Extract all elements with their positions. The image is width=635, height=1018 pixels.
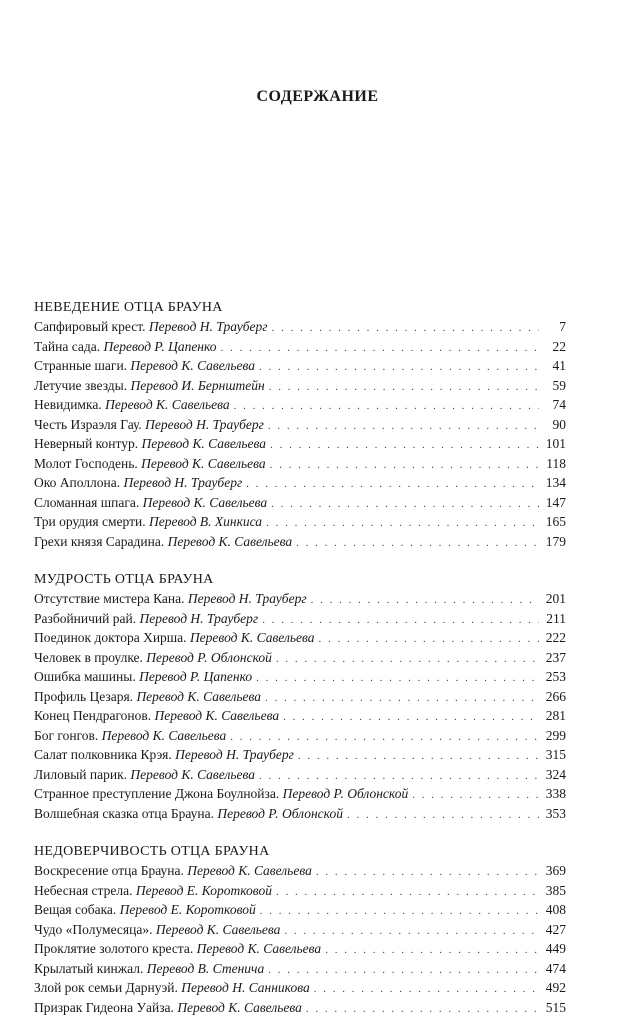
page-number: 237	[542, 649, 566, 668]
toc-sections	[34, 298, 566, 1018]
story-title-group	[34, 960, 264, 979]
page-number: 7	[542, 318, 566, 337]
translator-credit: Перевод Н. Трауберг	[139, 611, 258, 626]
translator-credit: Перевод К. Савельева	[130, 767, 255, 782]
translator-credit: Перевод Р. Облонской	[146, 650, 272, 665]
story-title: Призрак Гидеона Уайза.	[34, 1000, 174, 1015]
page-number: 74	[542, 396, 566, 415]
dot-leader	[276, 650, 539, 669]
page-number: 266	[542, 688, 566, 707]
translator-credit: Перевод К. Савельева	[105, 397, 230, 412]
translator-credit: Перевод К. Савельева	[177, 1000, 302, 1015]
translator-credit: Перевод Р. Цапенко	[103, 339, 216, 354]
story-title-group	[34, 435, 266, 454]
story-title-group	[34, 455, 266, 474]
section-title: НЕДОВЕРЧИВОСТЬ ОТЦА БРАУНА	[34, 842, 566, 861]
translator-credit: Перевод К. Савельева	[187, 863, 312, 878]
story-title-group	[34, 999, 302, 1018]
translator-credit: Перевод Е. Коротковой	[136, 883, 272, 898]
toc-entry	[34, 901, 566, 921]
dot-leader	[276, 883, 539, 902]
page-number: 134	[542, 474, 566, 493]
story-title-group	[34, 629, 315, 648]
translator-credit: Перевод К. Савельева	[190, 630, 315, 645]
page-number: 385	[542, 882, 566, 901]
story-title-group	[34, 318, 268, 337]
story-title: Честь Израэля Гау.	[34, 417, 142, 432]
dot-leader	[246, 475, 539, 494]
toc-section	[34, 570, 566, 824]
story-title: Разбойничий рай.	[34, 611, 136, 626]
toc-entry	[34, 649, 566, 669]
story-title: Грехи князя Сарадина.	[34, 534, 164, 549]
story-title-group	[34, 494, 267, 513]
page-number: 211	[542, 610, 566, 629]
translator-credit: Перевод Н. Трауберг	[175, 747, 294, 762]
page-number: 408	[542, 901, 566, 920]
page-number: 299	[542, 727, 566, 746]
toc-entry	[34, 338, 566, 358]
dot-leader	[259, 358, 539, 377]
toc-entry	[34, 940, 566, 960]
toc-section	[34, 298, 566, 552]
dot-leader	[268, 417, 539, 436]
toc-entry	[34, 474, 566, 494]
story-title: Ошибка машины.	[34, 669, 136, 684]
story-title-group	[34, 862, 312, 881]
story-title-group	[34, 396, 230, 415]
page-number: 369	[542, 862, 566, 881]
story-title-group	[34, 688, 261, 707]
story-title: Отсутствие мистера Кана.	[34, 591, 184, 606]
toc-entry	[34, 396, 566, 416]
translator-credit: Перевод К. Савельева	[156, 922, 281, 937]
story-title: Око Аполлона.	[34, 475, 120, 490]
story-title: Бог гонгов.	[34, 728, 98, 743]
story-title-group	[34, 668, 252, 687]
story-title-group	[34, 746, 294, 765]
toc-entry	[34, 357, 566, 377]
translator-credit: Перевод Н. Трауберг	[145, 417, 264, 432]
page-number: 315	[542, 746, 566, 765]
toc-entry	[34, 590, 566, 610]
toc-entry	[34, 494, 566, 514]
dot-leader	[272, 319, 539, 338]
page-number: 281	[542, 707, 566, 726]
translator-credit: Перевод К. Савельева	[130, 358, 255, 373]
story-title-group	[34, 901, 256, 920]
dot-leader	[311, 591, 539, 610]
dot-leader	[412, 786, 539, 805]
dot-leader	[234, 397, 539, 416]
translator-credit: Перевод В. Стенича	[147, 961, 265, 976]
page-number: 338	[542, 785, 566, 804]
story-title: Крылатый кинжал.	[34, 961, 143, 976]
translator-credit: Перевод Е. Коротковой	[120, 902, 256, 917]
dot-leader	[270, 456, 539, 475]
story-title: Человек в проулке.	[34, 650, 143, 665]
story-title-group	[34, 766, 255, 785]
page-number: 427	[542, 921, 566, 940]
story-title: Лиловый парик.	[34, 767, 127, 782]
toc-entry	[34, 513, 566, 533]
dot-leader	[347, 806, 539, 825]
story-title-group	[34, 533, 292, 552]
toc-entry	[34, 882, 566, 902]
toc-entry	[34, 318, 566, 338]
page-number: 179	[542, 533, 566, 552]
story-title-group	[34, 707, 279, 726]
story-title-group	[34, 610, 258, 629]
story-title-group	[34, 921, 280, 940]
translator-credit: Перевод К. Савельева	[168, 534, 293, 549]
section-title: НЕВЕДЕНИЕ ОТЦА БРАУНА	[34, 298, 566, 317]
story-title: Молот Господень.	[34, 456, 138, 471]
toc-entry	[34, 610, 566, 630]
page-number: 90	[542, 416, 566, 435]
toc-entry	[34, 766, 566, 786]
dot-leader	[269, 378, 539, 397]
story-title: Странное преступление Джона Боулнойза.	[34, 786, 279, 801]
dot-leader	[266, 514, 539, 533]
translator-credit: Перевод Н. Трауберг	[188, 591, 307, 606]
story-title: Три орудия смерти.	[34, 514, 146, 529]
toc-entry	[34, 455, 566, 475]
story-title-group	[34, 940, 321, 959]
page-number: 165	[542, 513, 566, 532]
dot-leader	[296, 534, 539, 553]
toc-entry	[34, 629, 566, 649]
page-number: 147	[542, 494, 566, 513]
translator-credit: Перевод И. Бернштейн	[130, 378, 264, 393]
story-title: Тайна сада.	[34, 339, 100, 354]
story-title: Воскресение отца Брауна.	[34, 863, 184, 878]
translator-credit: Перевод К. Савельева	[102, 728, 227, 743]
page-number: 474	[542, 960, 566, 979]
story-title: Сапфировый крест.	[34, 319, 145, 334]
page-number: 41	[542, 357, 566, 376]
story-title-group	[34, 590, 307, 609]
toc-entry	[34, 668, 566, 688]
story-title-group	[34, 474, 242, 493]
page-number: 324	[542, 766, 566, 785]
story-title: Волшебная сказка отца Брауна.	[34, 806, 214, 821]
dot-leader	[259, 767, 539, 786]
story-title: Профиль Цезаря.	[34, 689, 133, 704]
toc-entry	[34, 785, 566, 805]
story-title: Поединок доктора Хирша.	[34, 630, 187, 645]
translator-credit: Перевод В. Хинкиса	[149, 514, 262, 529]
dot-leader	[283, 708, 539, 727]
page-number: 253	[542, 668, 566, 687]
story-title: Злой рок семьи Дарнуэй.	[34, 980, 178, 995]
dot-leader	[271, 495, 539, 514]
story-title-group	[34, 338, 217, 357]
story-title-group	[34, 377, 265, 396]
toc-entry	[34, 435, 566, 455]
page-number: 118	[542, 455, 566, 474]
story-title: Летучие звезды.	[34, 378, 127, 393]
dot-leader	[268, 961, 539, 980]
dot-leader	[319, 630, 540, 649]
story-title: Вещая собака.	[34, 902, 116, 917]
page-number: 101	[542, 435, 566, 454]
story-title: Странные шаги.	[34, 358, 127, 373]
story-title: Салат полковника Крэя.	[34, 747, 172, 762]
dot-leader	[306, 1000, 539, 1018]
translator-credit: Перевод Р. Облонской	[283, 786, 409, 801]
translator-credit: Перевод К. Савельева	[142, 436, 267, 451]
dot-leader	[221, 339, 539, 358]
toc-entry	[34, 960, 566, 980]
page-number: 22	[542, 338, 566, 357]
translator-credit: Перевод К. Савельева	[155, 708, 280, 723]
dot-leader	[284, 922, 539, 941]
dot-leader	[230, 728, 539, 747]
translator-credit: Перевод Р. Цапенко	[139, 669, 252, 684]
dot-leader	[260, 902, 539, 921]
toc-entry	[34, 707, 566, 727]
dot-leader	[314, 980, 539, 999]
story-title-group	[34, 649, 272, 668]
story-title: Конец Пендрагонов.	[34, 708, 151, 723]
translator-credit: Перевод К. Савельева	[141, 456, 266, 471]
story-title-group	[34, 416, 264, 435]
dot-leader	[270, 436, 539, 455]
page-title: СОДЕРЖАНИЕ	[0, 88, 635, 106]
toc-entry	[34, 862, 566, 882]
translator-credit: Перевод Н. Трауберг	[149, 319, 268, 334]
toc-entry	[34, 979, 566, 999]
story-title: Проклятие золотого креста.	[34, 941, 193, 956]
toc-entry	[34, 688, 566, 708]
toc-entry	[34, 999, 566, 1018]
story-title: Сломанная шпага.	[34, 495, 139, 510]
story-title-group	[34, 805, 343, 824]
page-number: 59	[542, 377, 566, 396]
page-number: 492	[542, 979, 566, 998]
toc-entry	[34, 377, 566, 397]
toc-entry	[34, 805, 566, 825]
story-title-group	[34, 727, 226, 746]
page-number: 222	[542, 629, 566, 648]
story-title: Невидимка.	[34, 397, 102, 412]
story-title: Неверный контур.	[34, 436, 138, 451]
toc-entry	[34, 746, 566, 766]
dot-leader	[256, 669, 539, 688]
toc-section	[34, 842, 566, 1018]
page-number: 449	[542, 940, 566, 959]
toc-entry	[34, 727, 566, 747]
translator-credit: Перевод Н. Трауберг	[123, 475, 242, 490]
toc-entry	[34, 416, 566, 436]
story-title-group	[34, 513, 262, 532]
translator-credit: Перевод Р. Облонской	[217, 806, 343, 821]
translator-credit: Перевод Н. Санникова	[181, 980, 310, 995]
page-number: 201	[542, 590, 566, 609]
toc-entry	[34, 533, 566, 553]
page-number: 353	[542, 805, 566, 824]
story-title-group	[34, 979, 310, 998]
page-number: 515	[542, 999, 566, 1018]
dot-leader	[325, 941, 539, 960]
dot-leader	[262, 611, 539, 630]
translator-credit: Перевод К. Савельева	[143, 495, 268, 510]
story-title: Небесная стрела.	[34, 883, 132, 898]
story-title-group	[34, 882, 272, 901]
section-title: МУДРОСТЬ ОТЦА БРАУНА	[34, 570, 566, 589]
translator-credit: Перевод К. Савельева	[136, 689, 261, 704]
dot-leader	[265, 689, 539, 708]
translator-credit: Перевод К. Савельева	[197, 941, 322, 956]
dot-leader	[298, 747, 539, 766]
story-title-group	[34, 785, 408, 804]
dot-leader	[316, 863, 539, 882]
story-title-group	[34, 357, 255, 376]
toc-entry	[34, 921, 566, 941]
story-title: Чудо «Полумесяца».	[34, 922, 152, 937]
table-of-contents	[34, 298, 566, 1018]
